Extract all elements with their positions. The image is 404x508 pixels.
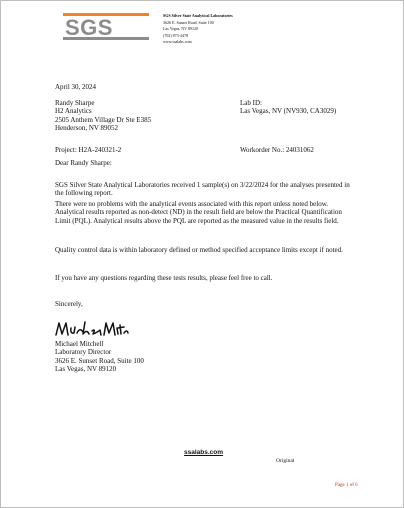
lab-id-block	[240, 99, 336, 116]
lab-id-label: Lab ID:	[240, 99, 262, 107]
page-number: Page 1 of 6	[335, 483, 358, 488]
recipient-block	[55, 99, 151, 133]
signer-address: 3626 E. Sunset Road, Suite 100	[55, 356, 144, 365]
lab-phone: (702) 873-4478	[163, 32, 188, 38]
salutation: Dear Randy Sharpe:	[55, 159, 112, 167]
recipient-company: H2 Analytics	[55, 107, 92, 116]
recipient-name: Randy Sharpe	[55, 99, 95, 107]
lab-city: Las Vegas, NV 89120	[163, 26, 198, 32]
footer-website-link[interactable]: ssalabs.com	[184, 449, 224, 456]
footer-original: Original	[276, 458, 295, 464]
lab-address: 3626 E. Sunset Road, Suite 100	[163, 19, 214, 25]
handwritten-signature	[54, 319, 130, 339]
paragraph-results: There were no problems with the analytical events associated with this report unless noted below. Analytical results reported as non-detect (ND) in the result field are below the Practical Quantification Limit (PQL). Analytical results above the PQL are reported as the measured value in the results field.	[55, 200, 342, 225]
recipient-city: Henderson, NV 89052	[55, 124, 119, 133]
signer-block	[55, 340, 144, 374]
recipient-address: 2505 Anthem Village Dr Ste E385	[55, 115, 152, 124]
letter-date: April 30, 2024	[55, 83, 97, 91]
lab-id-value: Las Vegas, NV (NV930, CA3029)	[240, 107, 337, 116]
lab-name: SGS Silver State Analytical Laboratories	[163, 13, 233, 18]
lab-web[interactable]: www.ssalabs.com	[163, 39, 192, 45]
paragraph-received: SGS Silver State Analytical Laboratories received 1 sample(s) on 3/22/2024 for the analyses presented in the following report.	[55, 181, 350, 198]
signer-title: Laboratory Director	[55, 348, 112, 357]
workorder-number: Workorder No.: 24031062	[240, 146, 314, 154]
paragraph-questions: If you have any questions regarding these tests results, please feel free to call.	[55, 274, 273, 282]
logo-text: SGS	[65, 15, 113, 40]
lab-header	[163, 13, 233, 46]
paragraph-quality: Quality control data is within laboratory defined or method specified acceptance limits except if noted.	[55, 246, 343, 254]
project-number: Project: H2A-240321-2	[55, 146, 122, 154]
signer-name: Michael Mitchell	[55, 340, 104, 348]
signer-city: Las Vegas, NV 89120	[55, 365, 117, 374]
closing: Sincerely,	[55, 300, 83, 308]
